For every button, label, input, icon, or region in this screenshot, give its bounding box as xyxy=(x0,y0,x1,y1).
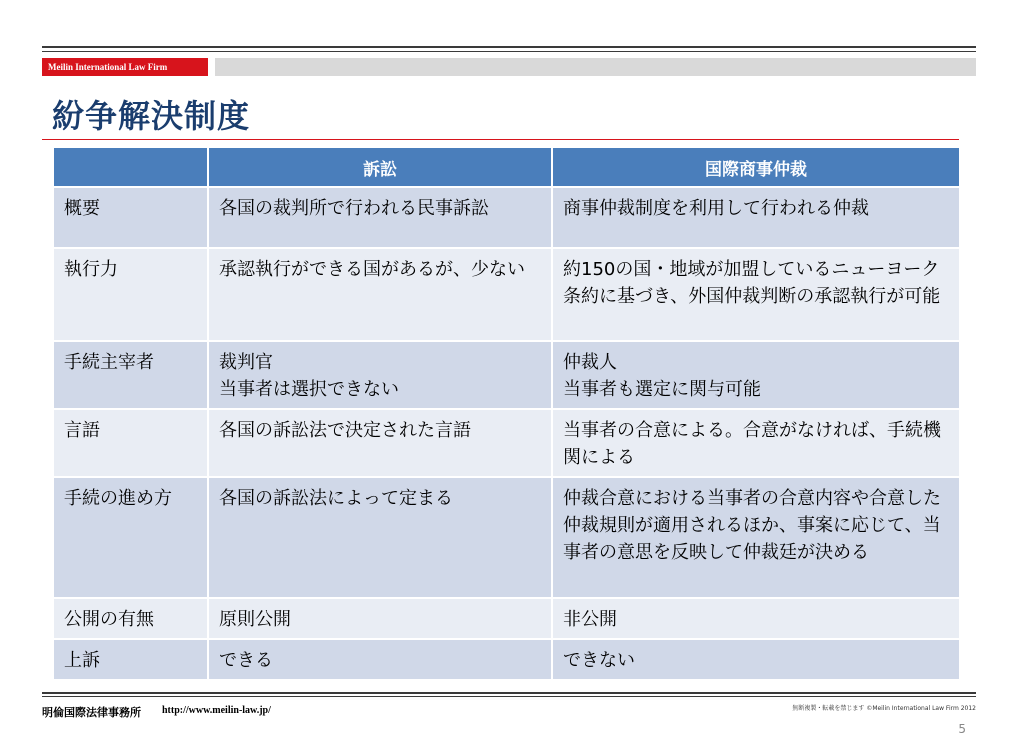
footer-url[interactable]: http://www.meilin-law.jp/ xyxy=(162,705,271,716)
litigation-cell xyxy=(208,639,552,680)
arbitration-cell-text: 商事仲裁制度を利用して行われる仲裁 xyxy=(563,198,869,219)
arbitration-cell-text: 当事者も選定に関与可能 xyxy=(563,379,761,400)
arbitration-cell-text: 仲裁人 xyxy=(563,352,617,373)
arbitration-cell-text: 仲裁合意における当事者の合意内容や合意した仲裁規則が適用されるほか、事案に応じて、当事者の意思を反映して仲裁廷が決める xyxy=(563,488,941,563)
brand-bar: Meilin International Law Firm xyxy=(42,58,208,76)
table-header-row xyxy=(53,147,960,187)
row-label-cell: 手続主宰者 xyxy=(53,341,208,409)
comparison-table xyxy=(52,146,961,681)
litigation-cell-text: 裁判官 xyxy=(219,352,273,373)
arbitration-cell-text: 約150の国・地域が加盟しているニューヨーク条約に基づき、外国仲裁判断の承認執行が可能 xyxy=(563,259,941,307)
arbitration-cell xyxy=(552,409,960,477)
header-cell-blank xyxy=(53,147,208,187)
slide-title: 紛争解決制度 xyxy=(52,97,251,135)
title-underline xyxy=(42,139,959,140)
arbitration-cell-text: 非公開 xyxy=(563,609,617,630)
litigation-cell-text: 承認執行ができる国があるが、少ない xyxy=(219,259,525,280)
footer-firm-name: 明倫国際法律事務所 xyxy=(42,707,141,719)
footer-rule-thick xyxy=(42,692,976,694)
row-label-cell: 言語 xyxy=(53,409,208,477)
top-rule-thick xyxy=(42,46,976,48)
litigation-cell xyxy=(208,477,552,598)
top-rule-thin xyxy=(42,51,976,52)
litigation-cell-text: 各国の訴訟法によって定まる xyxy=(219,488,453,509)
row-label-cell: 手続の進め方 xyxy=(53,477,208,598)
row-label-cell: 公開の有無 xyxy=(53,598,208,639)
table-row xyxy=(53,477,960,598)
arbitration-cell xyxy=(552,477,960,598)
litigation-cell-text: 原則公開 xyxy=(219,609,291,630)
arbitration-cell xyxy=(552,341,960,409)
litigation-cell-text: 各国の訴訟法で決定された言語 xyxy=(219,420,471,441)
header-cell-arbitration: 国際商事仲裁 xyxy=(552,147,960,187)
arbitration-cell-text: できない xyxy=(563,650,635,671)
footer-rule-thin xyxy=(42,696,976,697)
table-body xyxy=(53,187,960,680)
header-cell-litigation: 訴訟 xyxy=(208,147,552,187)
table-row xyxy=(53,341,960,409)
table-row xyxy=(53,248,960,341)
litigation-cell-text: 当事者は選択できない xyxy=(219,379,399,400)
footer-copyright: 無断複製・転載を禁じます ©Meilin International Law Firm 2012 xyxy=(792,705,976,712)
arbitration-cell xyxy=(552,248,960,341)
litigation-cell xyxy=(208,248,552,341)
page-number: 5 xyxy=(958,722,966,736)
row-label-cell: 概要 xyxy=(53,187,208,248)
arbitration-cell xyxy=(552,639,960,680)
table-row xyxy=(53,409,960,477)
litigation-cell xyxy=(208,187,552,248)
arbitration-cell-text: 当事者の合意による。合意がなければ、手続機関による xyxy=(563,420,941,468)
table-row xyxy=(53,639,960,680)
row-label-cell: 上訴 xyxy=(53,639,208,680)
comparison-table-wrap xyxy=(52,146,959,681)
table-row xyxy=(53,598,960,639)
litigation-cell xyxy=(208,409,552,477)
table-row xyxy=(53,187,960,248)
litigation-cell xyxy=(208,341,552,409)
litigation-cell xyxy=(208,598,552,639)
litigation-cell-text: できる xyxy=(219,650,273,671)
row-label-cell: 執行力 xyxy=(53,248,208,341)
header-grey-bar xyxy=(215,58,976,76)
litigation-cell-text: 各国の裁判所で行われる民事訴訟 xyxy=(219,198,489,219)
arbitration-cell xyxy=(552,187,960,248)
arbitration-cell xyxy=(552,598,960,639)
